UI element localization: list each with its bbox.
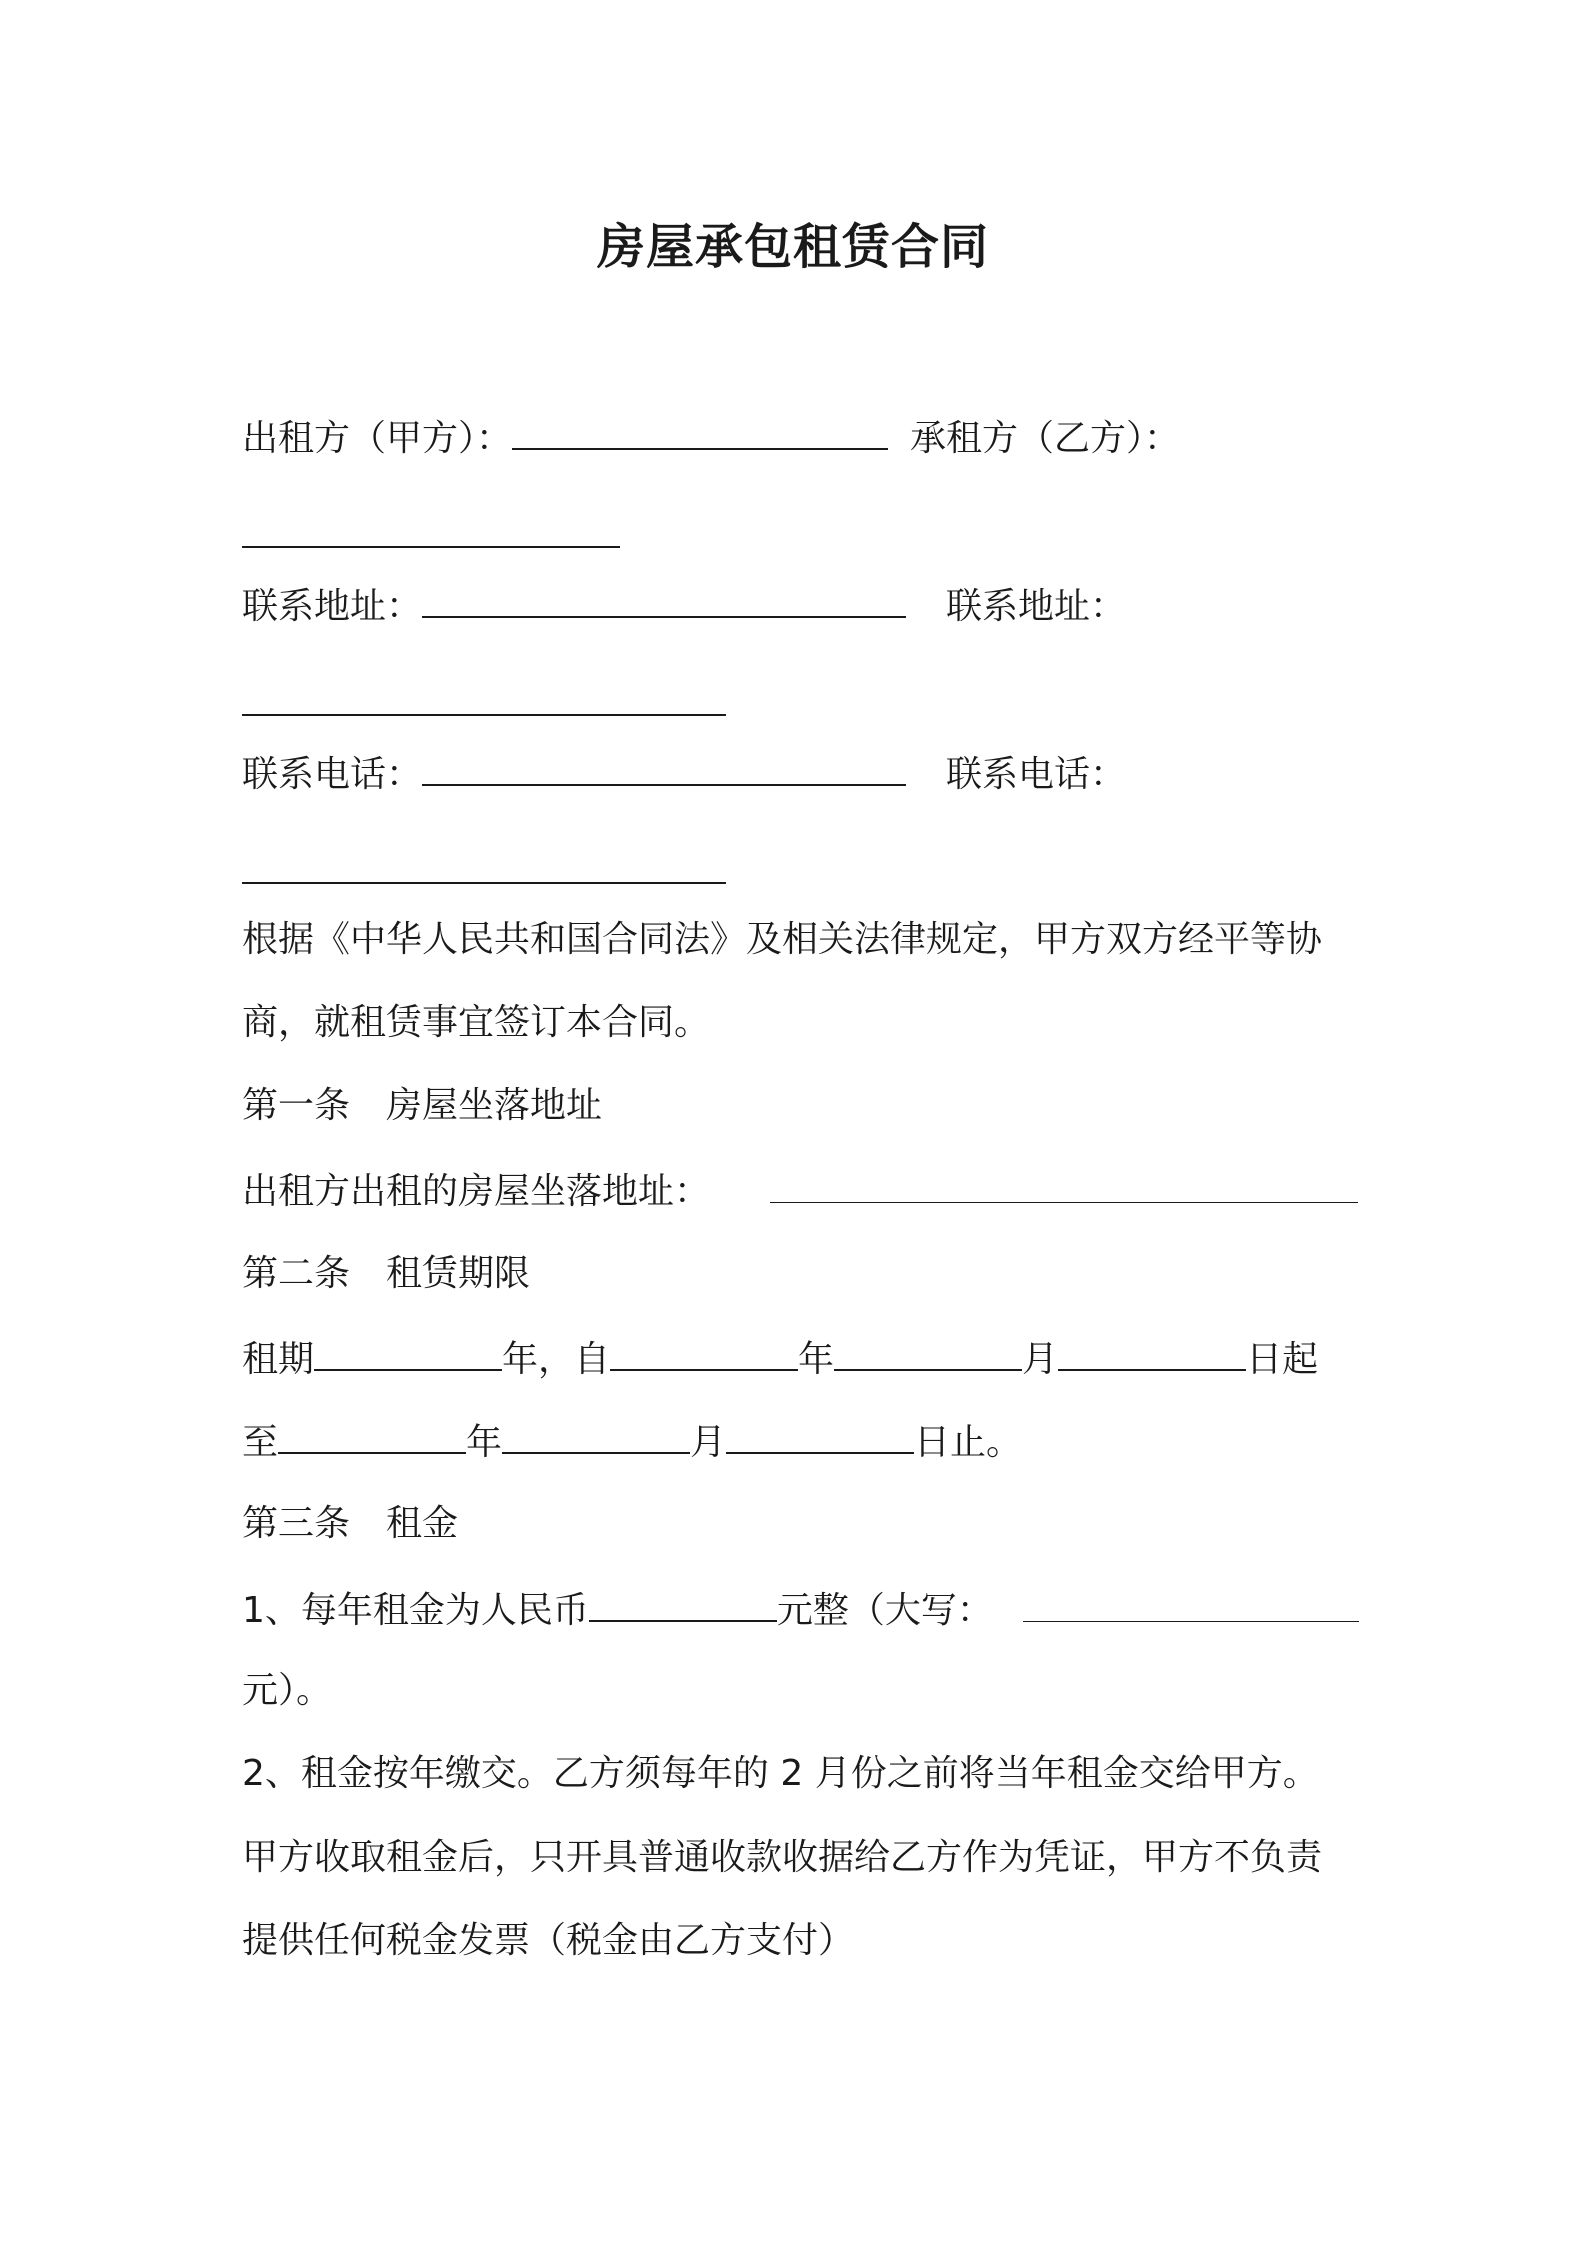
start-day-unit: 日起 (1246, 1339, 1319, 1380)
article-1-heading: 第一条 房屋坐落地址 (242, 1085, 603, 1126)
phone-line (242, 748, 1126, 799)
term-from-label: 年，自 (502, 1339, 611, 1380)
lessee-phone-blank[interactable] (242, 846, 726, 884)
term-to-label: 至 (242, 1422, 279, 1463)
rent-item-1-line (242, 1584, 1359, 1635)
lessee-address-label: 联系地址： (946, 586, 1127, 627)
rent-uppercase-blank[interactable] (1023, 1585, 1359, 1622)
document-title: 房屋承包租赁合同 (596, 219, 989, 275)
end-year-unit: 年 (466, 1422, 503, 1463)
lessee-phone-line (242, 846, 726, 897)
rent-item-2-line-2: 甲方收取租金后，只开具普通收款收据给乙方作为凭证，甲方不负责 (242, 1837, 1323, 1878)
preamble-line-1: 根据《中华人民共和国合同法》及相关法律规定，甲方双方经平等协 (242, 919, 1323, 960)
end-month-blank[interactable] (502, 1416, 690, 1454)
rent-item-2-line-3: 提供任何税金发票（税金由乙方支付） (242, 1920, 855, 1961)
lessee-address-blank[interactable] (242, 678, 726, 716)
start-day-blank[interactable] (1058, 1333, 1246, 1371)
article-3-heading: 第三条 租金 (242, 1503, 459, 1544)
lease-term-line-2 (242, 1416, 1022, 1467)
start-month-blank[interactable] (834, 1333, 1022, 1371)
property-address-label: 出租方出租的房屋坐落地址： (242, 1171, 711, 1212)
lessee-name-line (242, 510, 620, 561)
term-years-blank[interactable] (314, 1333, 502, 1371)
annual-rent-blank[interactable] (589, 1584, 777, 1622)
lessor-phone-blank[interactable] (422, 748, 906, 786)
article-1-line (242, 1166, 1358, 1216)
rent-item-2-line-1: 2、租金按年缴交。乙方须每年的 2 月份之前将当年租金交给甲方。 (242, 1753, 1319, 1794)
start-year-blank[interactable] (610, 1333, 798, 1371)
lessee-phone-label: 联系电话： (946, 754, 1127, 795)
parties-line (242, 412, 1180, 463)
article-2-heading: 第二条 租赁期限 (242, 1253, 531, 1294)
lessor-phone-label: 联系电话： (242, 754, 423, 795)
property-address-blank[interactable] (770, 1166, 1358, 1203)
lessee-label: 承租方（乙方）： (910, 418, 1181, 459)
lessor-name-blank[interactable] (512, 412, 888, 450)
lessee-address-line (242, 678, 726, 729)
lessee-name-blank[interactable] (242, 510, 620, 548)
lessor-address-label: 联系地址： (242, 586, 423, 627)
end-month-unit: 月 (690, 1422, 727, 1463)
annual-rent-label: 1、每年租金为人民币 (242, 1590, 589, 1631)
address-line (242, 580, 1126, 631)
start-month-unit: 月 (1022, 1339, 1059, 1380)
rent-item-1-end: 元）。 (242, 1670, 333, 1711)
rent-uppercase-label: 元整（大写： (776, 1590, 993, 1631)
lessor-label: 出租方（甲方）： (242, 418, 513, 459)
preamble-line-2: 商，就租赁事宜签订本合同。 (242, 1002, 711, 1043)
start-year-unit: 年 (798, 1339, 835, 1380)
end-day-blank[interactable] (726, 1416, 914, 1454)
lessor-address-blank[interactable] (422, 580, 906, 618)
end-year-blank[interactable] (278, 1416, 466, 1454)
lease-term-line-1 (242, 1333, 1318, 1384)
term-label: 租期 (242, 1339, 315, 1380)
end-day-unit: 日止。 (914, 1422, 1023, 1463)
